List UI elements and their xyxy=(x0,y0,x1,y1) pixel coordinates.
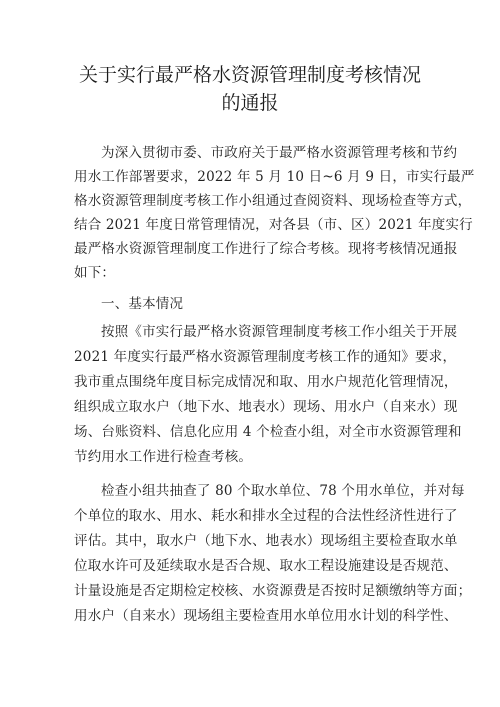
paragraph-3-line-5: 计量设施是否定期检定校核、水资源费是否按时足额缴纳等方面； xyxy=(74,583,472,599)
paragraph-2-line-2: 2021 年度实行最严格水资源管理制度考核工作的通知》要求， xyxy=(74,349,457,365)
paragraph-1-line-2: 用水工作部署要求，2022 年 5 月 10 日~6 月 9 日，市实行最严 xyxy=(74,169,475,185)
paragraph-3-line-1: 检查小组共抽查了 80 个取水单位、78 个用水单位，并对每 xyxy=(101,483,465,499)
paragraph-2-line-1: 按照《市实行最严格水资源管理制度考核工作小组关于开展 xyxy=(101,324,458,340)
paragraph-1-line-5: 最严格水资源管理制度工作进行了综合考核。现将考核情况通报 xyxy=(74,241,458,257)
paragraph-3-line-2: 个单位的取水、用水、耗水和排水全过程的合法性经济性进行了 xyxy=(74,508,458,524)
paragraph-1-line-1: 为深入贯彻市委、市政府关于最严格水资源管理考核和节约 xyxy=(101,145,458,161)
document-title-line-2: 的通报 xyxy=(221,92,279,114)
paragraph-1-line-3: 格水资源管理制度考核工作小组通过查阅资料、现场检查等方式， xyxy=(74,193,472,209)
paragraph-3-line-6: 用水户（自来水）现场组主要检查用水单位用水计划的科学性、 xyxy=(74,608,458,624)
paragraph-2-line-4: 组织成立取水户（地下水、地表水）现场、用水户（自来水）现 xyxy=(74,399,458,415)
paragraph-1-line-4: 结合 2021 年度日常管理情况，对各县（市、区）2021 年度实行 xyxy=(74,217,473,233)
paragraph-3-line-3: 评估。其中，取水户（地下水、地表水）现场组主要检查取水单 xyxy=(74,533,458,549)
paragraph-1-line-6: 如下： xyxy=(74,265,116,281)
paragraph-2-line-6: 节约用水工作进行检查考核。 xyxy=(74,449,253,465)
section-heading: 一、基本情况 xyxy=(101,296,184,312)
paragraph-2-line-3: 我市重点围绕年度目标完成情况和取、用水户规范化管理情况， xyxy=(74,374,458,390)
paragraph-2-line-5: 场、台账资料、信息化应用 4 个检查小组，对全市水资源管理和 xyxy=(74,424,462,440)
document-title-line-1: 关于实行最严格水资源管理制度考核情况 xyxy=(78,64,421,86)
paragraph-3-line-4: 位取水许可及延续取水是否合规、取水工程设施建设是否规范、 xyxy=(74,558,458,574)
